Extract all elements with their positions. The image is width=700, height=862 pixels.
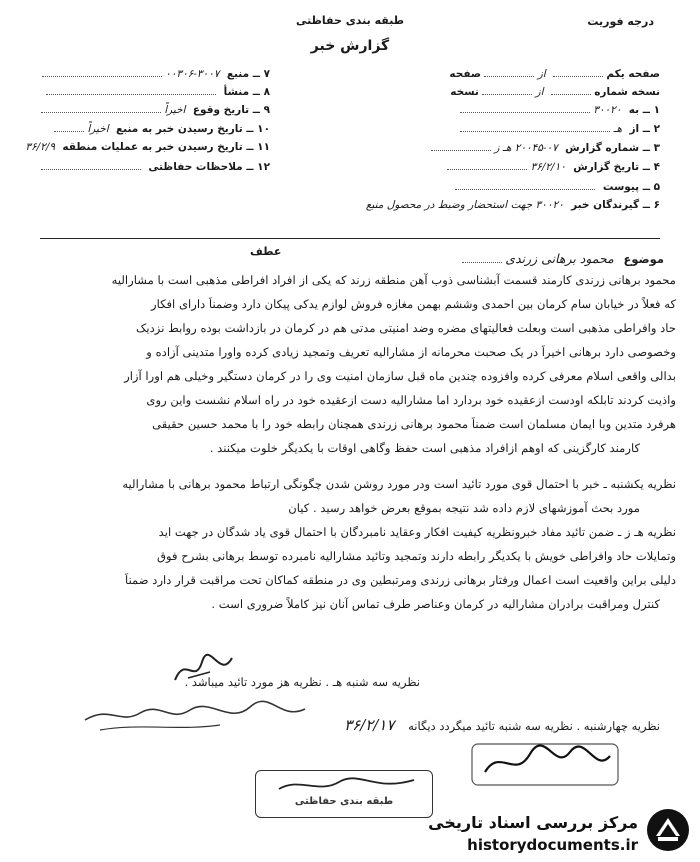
field-source: ۷ ــ منبع ۳۰۰۷-۰۰۳۰۶ bbox=[42, 67, 270, 80]
handwritten-note bbox=[80, 695, 310, 735]
opinion-tuesday: نظریه سه شنبه هـ . نظریه هز مورد تائید میباشد . bbox=[184, 675, 420, 689]
field-from: ۲ ــ از هـ bbox=[460, 122, 660, 135]
classification-label: طبقه بندی حفاظتی bbox=[295, 14, 405, 27]
field-page-number: صفحه یکم از صفحه bbox=[449, 68, 660, 80]
body-line: که فعلاً در خیابان سام کرمان بین احمدی وششم بهمن مغازه فروش لوازم یدکی پیکان دارد وضمناً دارای افکار bbox=[150, 297, 676, 311]
field-report-number: ۳ ــ شماره گزارش ۰۷-۲۰۰۴۵ هـ ز bbox=[431, 141, 660, 154]
opinion-line: نظریه یکشنبه ـ خبر با احتمال قوی مورد تائید است ودر مورد روشن شدن چگونگی ارتباط محمود برهانی با مشارالیه bbox=[122, 477, 676, 491]
body-line: حاد وافراطی مذهبی است وبعلت فعالیتهای مضره وضد امنیتی مدتی هم در کرمان در بازداشت بوده روابط نزدیک bbox=[136, 321, 676, 335]
field-source-received-date: ۱۰ ــ تاریخ رسیدن خبر به منبع اخیراً bbox=[54, 122, 270, 135]
body-line: بدالی واقعی اسلام معرفی کرده وافزوده چندین ماه قبل سازمان امنیت وی را در کرمان دستگیر وخیلی هم اورا آزار bbox=[124, 369, 676, 383]
wednesday-date: ۳۶/۲/۱۷ bbox=[344, 716, 395, 734]
footer-classification-label: طبقه بندی حفاظتی bbox=[294, 796, 394, 807]
field-copy-number: نسخه شماره از نسخه bbox=[450, 86, 660, 98]
subject-value: محمود برهانی زرندی bbox=[505, 251, 614, 266]
field-report-date: ۴ ــ تاریخ گزارش ۳۶/۲/۱۰ bbox=[447, 160, 660, 173]
opinion-line: کنترل ومراقبت برادران مشارالیه در کرمان وعناصر طرف تماس آنان نیز کاملاً ضروری است . bbox=[211, 597, 660, 611]
body-line: محمود برهانی زرندی کارمند قسمت آبشناسی ذوب آهن منطقه زرند که یکی از افراد افراطی مذهبی است با مشارالیه bbox=[111, 273, 676, 287]
opinion-line: نظریه هـ ز ـ ضمن تائید مفاد خبرونظریه کیفیت افکار وعقاید نامبردگان با احتمال قوی یاد شدگان در جهت اید bbox=[158, 525, 676, 539]
field-operations-received-date: ۱۱ ــ تاریخ رسیدن خبر به عملیات منطقه ۳۶/۲/۹ bbox=[25, 141, 270, 153]
watermark-title: مرکز بررسی اسناد تاریخی bbox=[428, 813, 638, 832]
body-line: کارمند کارگزینی که اوهم ازافراد مذهبی است حفظ وگاهی اوقات با یکدیگر خلوت میکنند . bbox=[209, 441, 640, 455]
header-divider bbox=[40, 238, 660, 239]
watermark bbox=[400, 802, 700, 862]
stamp-signature-right bbox=[470, 742, 620, 787]
body-line: وخصوصی دارد برهانی اخیراً در یک صحبت محرمانه از مشارالیه تعریف وتمجید زیادی کرده واورا متدینی آزاده و bbox=[146, 345, 676, 359]
field-occurrence-date: ۹ ــ تاریخ وقوع اخیراً bbox=[41, 103, 270, 116]
field-security-notes: ۱۲ ــ ملاحظات حفاظتی bbox=[41, 160, 270, 173]
field-origin: ۸ ــ منشأ bbox=[46, 85, 270, 98]
field-recipients: ۶ ــ گیرندگان خبر ۳۰۰۲۰ جهت استحضار وضبط در محصول منبع bbox=[365, 199, 660, 211]
watermark-url: historydocuments.ir bbox=[467, 836, 638, 854]
body-line: هرفرد متدین وبا ایمان مسلمان است ضمناً محمود برهانی زرندی همچنان رابطه خود را با محمد حسین حقیقی bbox=[152, 417, 676, 431]
opinion-line: مورد بحث آموزشهای لازم داده شد نتیجه بموقع بعرض خواهد رسید . کیان bbox=[288, 501, 640, 515]
subject-line: موضوع محمود برهانی زرندی bbox=[104, 251, 664, 266]
priority-label: درجه فوریت bbox=[587, 15, 654, 28]
stamp-scribble bbox=[274, 774, 424, 796]
field-to: ۱ ــ به ۳۰۰۲۰ bbox=[460, 103, 660, 116]
report-title: گزارش خبر bbox=[310, 38, 390, 54]
field-attachment: ۵ ــ پیوست bbox=[455, 180, 660, 193]
opinion-line: دلیلی براین واقعیت است اعمال ورفتار برهانی زرندی ومرتبطین وی در منطقه کماکان تحت مراقبت قرار دارد ضمناً bbox=[125, 573, 676, 587]
archive-logo-icon bbox=[644, 806, 692, 854]
reference-label: عطف bbox=[250, 245, 282, 258]
opinion-wednesday: نظریه چهارشنبه . نظریه سه شنبه تائید میگردد دیگانه ۳۶/۲/۱۷ bbox=[344, 716, 660, 734]
opinion-line: وتمایلات حاد وافراطی خویش با یکدیگر رابطه دارند وتمجید وتائید مشارالیه نامبرده توسط برهانی بشرح فوق bbox=[157, 549, 676, 563]
body-line: واذیت کردند تابلکه اودست ازعقیده خود بردارد اما مشارالیه دست ازعقیده خود در راه اسلام نشست واین روی bbox=[146, 393, 676, 407]
